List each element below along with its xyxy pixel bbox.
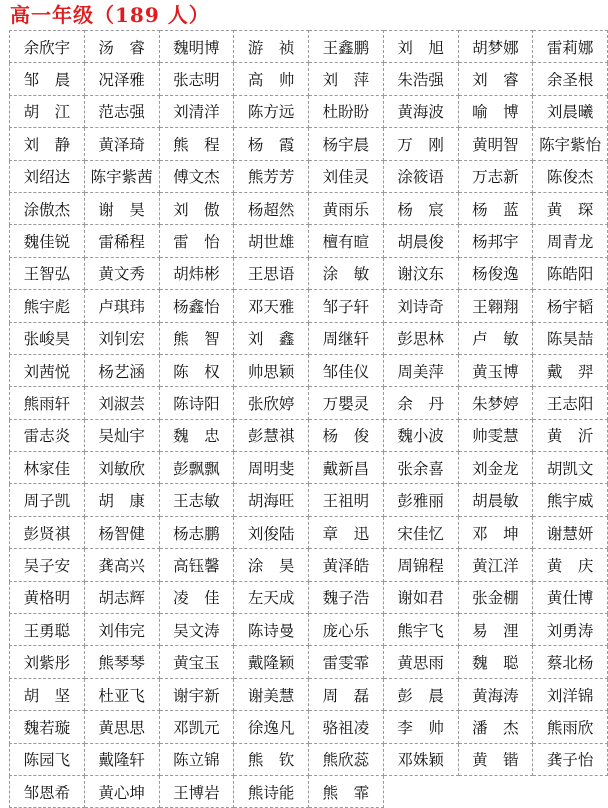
student-name-cell: 蔡北杨 <box>533 646 608 678</box>
table-row <box>10 484 608 516</box>
student-name-cell: 刘伟完 <box>84 614 159 646</box>
table-row <box>10 452 608 484</box>
student-name-cell: 王勇聪 <box>10 614 85 646</box>
student-name-cell: 万志新 <box>458 160 533 192</box>
student-name-cell: 黄思雨 <box>383 646 458 678</box>
student-name-cell: 胡世雄 <box>234 225 309 257</box>
table-row <box>10 257 608 289</box>
student-name-cell: 黄 庆 <box>533 549 608 581</box>
student-name-cell: 熊宇彪 <box>10 290 85 322</box>
empty-cell <box>458 775 533 807</box>
student-name-cell: 邹佳仪 <box>309 354 384 386</box>
student-name-cell: 熊欣蕊 <box>309 743 384 775</box>
student-name-cell: 杨 霞 <box>234 128 309 160</box>
student-name-cell: 黄泽皓 <box>309 549 384 581</box>
student-name-cell: 邓姝颖 <box>383 743 458 775</box>
student-name-cell: 魏若璇 <box>10 711 85 743</box>
student-name-cell: 杨宇韬 <box>533 290 608 322</box>
student-name-cell: 吴灿宇 <box>84 419 159 451</box>
student-name-cell: 王鑫鹏 <box>309 31 384 63</box>
student-name-cell: 刘茜悦 <box>10 354 85 386</box>
student-name-cell: 陈方远 <box>234 95 309 127</box>
student-name-cell: 万嬰灵 <box>309 387 384 419</box>
student-name-cell: 谢慧妍 <box>533 516 608 548</box>
student-name-cell: 杨 蓝 <box>458 192 533 224</box>
student-name-cell: 胡梦娜 <box>458 31 533 63</box>
table-row <box>10 743 608 775</box>
student-name-cell: 刘勇涛 <box>533 614 608 646</box>
student-name-cell: 陈俊杰 <box>533 160 608 192</box>
student-name-cell: 黄泽琦 <box>84 128 159 160</box>
student-name-cell: 邓凯元 <box>159 711 234 743</box>
student-name-cell: 王志阳 <box>533 387 608 419</box>
student-name-cell: 喻 博 <box>458 95 533 127</box>
student-name-cell: 吴文涛 <box>159 614 234 646</box>
student-name-cell: 易 浬 <box>458 614 533 646</box>
student-name-cell: 朱浩强 <box>383 63 458 95</box>
student-name-cell: 戴新昌 <box>309 452 384 484</box>
empty-cell <box>533 775 608 807</box>
student-name-cell: 魏 聪 <box>458 646 533 678</box>
student-name-cell: 黄雨乐 <box>309 192 384 224</box>
student-name-cell: 黄江洋 <box>458 549 533 581</box>
student-name-cell: 潘 杰 <box>458 711 533 743</box>
student-name-cell: 熊 钦 <box>234 743 309 775</box>
student-name-cell: 林家佳 <box>10 452 85 484</box>
student-name-cell: 骆祖凌 <box>309 711 384 743</box>
student-name-cell: 刘诗奇 <box>383 290 458 322</box>
student-name-cell: 魏明博 <box>159 31 234 63</box>
student-name-cell: 雷稀程 <box>84 225 159 257</box>
student-name-cell: 胡志辉 <box>84 581 159 613</box>
student-name-cell: 杨鑫怡 <box>159 290 234 322</box>
student-name-cell: 彭 晨 <box>383 678 458 710</box>
student-name-cell: 戴 羿 <box>533 354 608 386</box>
student-name-cell: 刘清洋 <box>159 95 234 127</box>
student-name-cell: 谢汶东 <box>383 257 458 289</box>
student-name-cell: 胡 江 <box>10 95 85 127</box>
student-name-cell: 刘晨曦 <box>533 95 608 127</box>
student-name-cell: 王志敏 <box>159 484 234 516</box>
student-name-cell: 熊 程 <box>159 128 234 160</box>
student-name-cell: 熊 智 <box>159 322 234 354</box>
table-row <box>10 95 608 127</box>
student-name-cell: 张欣婷 <box>234 387 309 419</box>
student-name-cell: 邹 晨 <box>10 63 85 95</box>
student-name-cell: 涂 昊 <box>234 549 309 581</box>
student-name-cell: 彭思林 <box>383 322 458 354</box>
student-name-cell: 杜亚飞 <box>84 678 159 710</box>
student-name-cell: 黄心坤 <box>84 775 159 807</box>
student-name-cell: 彭贤祺 <box>10 516 85 548</box>
student-name-cell: 杨邦宇 <box>458 225 533 257</box>
student-name-cell: 王祖明 <box>309 484 384 516</box>
table-row <box>10 646 608 678</box>
student-name-cell: 周青龙 <box>533 225 608 257</box>
student-name-cell: 黄 沂 <box>533 419 608 451</box>
student-name-cell: 李 帅 <box>383 711 458 743</box>
table-row <box>10 581 608 613</box>
student-name-cell: 邓天雅 <box>234 290 309 322</box>
student-name-cell: 余 丹 <box>383 387 458 419</box>
student-name-cell: 杨志鹏 <box>159 516 234 548</box>
student-name-cell: 魏小波 <box>383 419 458 451</box>
table-row <box>10 31 608 63</box>
table-row <box>10 678 608 710</box>
student-name-cell: 章 迅 <box>309 516 384 548</box>
student-name-cell: 陈立锦 <box>159 743 234 775</box>
student-name-cell: 雷 怡 <box>159 225 234 257</box>
student-name-cell: 刘洋锦 <box>533 678 608 710</box>
student-name-cell: 陈昊喆 <box>533 322 608 354</box>
table-row <box>10 63 608 95</box>
student-name-cell: 宋佳忆 <box>383 516 458 548</box>
table-row <box>10 775 608 807</box>
student-name-cell: 卢 敏 <box>458 322 533 354</box>
student-name-cell: 刘钊宏 <box>84 322 159 354</box>
student-name-cell: 况泽雅 <box>84 63 159 95</box>
student-name-cell: 熊 霏 <box>309 775 384 807</box>
table-row <box>10 614 608 646</box>
student-name-cell: 魏 忠 <box>159 419 234 451</box>
student-name-cell: 王思语 <box>234 257 309 289</box>
student-name-cell: 黄 锴 <box>458 743 533 775</box>
student-name-cell: 周子凯 <box>10 484 85 516</box>
student-name-cell: 黄格明 <box>10 581 85 613</box>
student-name-cell: 帅思颖 <box>234 354 309 386</box>
student-name-cell: 汤 睿 <box>84 31 159 63</box>
student-name-cell: 杨艺涵 <box>84 354 159 386</box>
student-name-cell: 雷雯霏 <box>309 646 384 678</box>
student-name-cell: 胡晨敏 <box>458 484 533 516</box>
student-name-table-body <box>10 31 608 808</box>
student-name-cell: 刘绍达 <box>10 160 85 192</box>
student-name-table <box>9 30 608 808</box>
student-name-cell: 傅文杰 <box>159 160 234 192</box>
student-name-cell: 黄文秀 <box>84 257 159 289</box>
student-name-cell: 刘敏欣 <box>84 452 159 484</box>
student-name-cell: 邓 坤 <box>458 516 533 548</box>
student-name-cell: 龚高兴 <box>84 549 159 581</box>
student-name-cell: 杜盼盼 <box>309 95 384 127</box>
student-name-cell: 檀有暄 <box>309 225 384 257</box>
student-name-cell: 熊宇飞 <box>383 614 458 646</box>
student-name-cell: 戴隆轩 <box>84 743 159 775</box>
table-row <box>10 711 608 743</box>
student-name-cell: 陈宇紫怡 <box>533 128 608 160</box>
student-name-cell: 胡海旺 <box>234 484 309 516</box>
student-name-cell: 戴隆颖 <box>234 646 309 678</box>
student-name-cell: 高 帅 <box>234 63 309 95</box>
student-name-cell: 熊宇威 <box>533 484 608 516</box>
student-name-cell: 刘俊陆 <box>234 516 309 548</box>
student-name-cell: 杨宇晨 <box>309 128 384 160</box>
table-row <box>10 516 608 548</box>
table-row <box>10 225 608 257</box>
page-title: 高一年级（189 人） <box>10 3 210 27</box>
table-row <box>10 419 608 451</box>
student-name-cell: 雷志炎 <box>10 419 85 451</box>
student-name-cell: 余欣宇 <box>10 31 85 63</box>
student-name-cell: 刘 静 <box>10 128 85 160</box>
student-name-cell: 帅雯慧 <box>458 419 533 451</box>
table-row <box>10 290 608 322</box>
student-name-cell: 卢琪玮 <box>84 290 159 322</box>
student-name-cell: 刘 旭 <box>383 31 458 63</box>
student-name-cell: 黄仕博 <box>533 581 608 613</box>
student-name-cell: 周美萍 <box>383 354 458 386</box>
student-name-cell: 凌 佳 <box>159 581 234 613</box>
student-name-cell: 刘 萍 <box>309 63 384 95</box>
student-name-cell: 陈园飞 <box>10 743 85 775</box>
student-name-cell: 朱梦婷 <box>458 387 533 419</box>
table-row <box>10 549 608 581</box>
student-name-cell: 王博岩 <box>159 775 234 807</box>
student-name-cell: 周继轩 <box>309 322 384 354</box>
student-name-cell: 吴子安 <box>10 549 85 581</box>
table-row <box>10 322 608 354</box>
student-name-cell: 范志强 <box>84 95 159 127</box>
student-name-cell: 涂 敏 <box>309 257 384 289</box>
empty-cell <box>383 775 458 807</box>
student-name-cell: 万 刚 <box>383 128 458 160</box>
student-name-cell: 刘 睿 <box>458 63 533 95</box>
student-name-cell: 陈诗阳 <box>159 387 234 419</box>
student-name-cell: 胡炜彬 <box>159 257 234 289</box>
table-row <box>10 354 608 386</box>
student-name-cell: 刘 傲 <box>159 192 234 224</box>
student-name-cell: 刘紫彤 <box>10 646 85 678</box>
student-name-cell: 谢宇新 <box>159 678 234 710</box>
student-name-cell: 熊芳芳 <box>234 160 309 192</box>
student-name-cell: 谢 昊 <box>84 192 159 224</box>
student-name-cell: 黄思思 <box>84 711 159 743</box>
student-name-cell: 刘淑芸 <box>84 387 159 419</box>
student-name-cell: 周 磊 <box>309 678 384 710</box>
table-row <box>10 192 608 224</box>
student-name-cell: 陈 权 <box>159 354 234 386</box>
student-name-cell: 谢美慧 <box>234 678 309 710</box>
student-name-cell: 徐逸凡 <box>234 711 309 743</box>
student-name-cell: 邹恩希 <box>10 775 85 807</box>
student-name-cell: 王智弘 <box>10 257 85 289</box>
student-name-cell: 胡 康 <box>84 484 159 516</box>
student-name-cell: 谢如君 <box>383 581 458 613</box>
student-name-cell: 杨 宸 <box>383 192 458 224</box>
student-name-cell: 熊琴琴 <box>84 646 159 678</box>
student-name-cell: 周明斐 <box>234 452 309 484</box>
student-name-cell: 周锦程 <box>383 549 458 581</box>
student-name-cell: 黄 琛 <box>533 192 608 224</box>
student-name-cell: 龚子怡 <box>533 743 608 775</box>
student-name-cell: 黄海涛 <box>458 678 533 710</box>
student-name-cell: 胡凯文 <box>533 452 608 484</box>
student-name-cell: 彭雅丽 <box>383 484 458 516</box>
student-name-cell: 刘佳灵 <box>309 160 384 192</box>
student-name-cell: 杨智健 <box>84 516 159 548</box>
table-row <box>10 128 608 160</box>
student-name-cell: 陈宇紫茜 <box>84 160 159 192</box>
student-name-cell: 魏子浩 <box>309 581 384 613</box>
student-name-cell: 涂筱语 <box>383 160 458 192</box>
student-name-cell: 杨超然 <box>234 192 309 224</box>
student-name-cell: 邹子轩 <box>309 290 384 322</box>
student-name-cell: 张金棚 <box>458 581 533 613</box>
student-name-cell: 熊诗能 <box>234 775 309 807</box>
student-name-cell: 黄玉博 <box>458 354 533 386</box>
student-name-cell: 陈皓阳 <box>533 257 608 289</box>
student-name-cell: 陈诗曼 <box>234 614 309 646</box>
student-name-cell: 雷莉娜 <box>533 31 608 63</box>
student-name-cell: 黄宝玉 <box>159 646 234 678</box>
student-name-cell: 杨 俊 <box>309 419 384 451</box>
student-name-cell: 左天成 <box>234 581 309 613</box>
student-name-cell: 熊雨轩 <box>10 387 85 419</box>
student-name-cell: 余圣根 <box>533 63 608 95</box>
student-name-cell: 张峻昊 <box>10 322 85 354</box>
student-name-cell: 高钰馨 <box>159 549 234 581</box>
student-name-cell: 王翱翔 <box>458 290 533 322</box>
student-name-cell: 刘 鑫 <box>234 322 309 354</box>
student-name-cell: 魏佳锐 <box>10 225 85 257</box>
student-name-cell: 张志明 <box>159 63 234 95</box>
student-name-cell: 庞心乐 <box>309 614 384 646</box>
student-name-cell: 游 祯 <box>234 31 309 63</box>
student-name-cell: 熊雨欣 <box>533 711 608 743</box>
table-row <box>10 160 608 192</box>
student-name-cell: 黄明智 <box>458 128 533 160</box>
student-name-cell: 刘金龙 <box>458 452 533 484</box>
student-name-cell: 黄海波 <box>383 95 458 127</box>
table-row <box>10 387 608 419</box>
student-name-cell: 涂傲杰 <box>10 192 85 224</box>
student-name-cell: 杨俊逸 <box>458 257 533 289</box>
student-name-cell: 彭飘飘 <box>159 452 234 484</box>
student-name-cell: 彭慧祺 <box>234 419 309 451</box>
student-name-cell: 胡 坚 <box>10 678 85 710</box>
student-name-cell: 胡晨俊 <box>383 225 458 257</box>
student-name-cell: 张余喜 <box>383 452 458 484</box>
